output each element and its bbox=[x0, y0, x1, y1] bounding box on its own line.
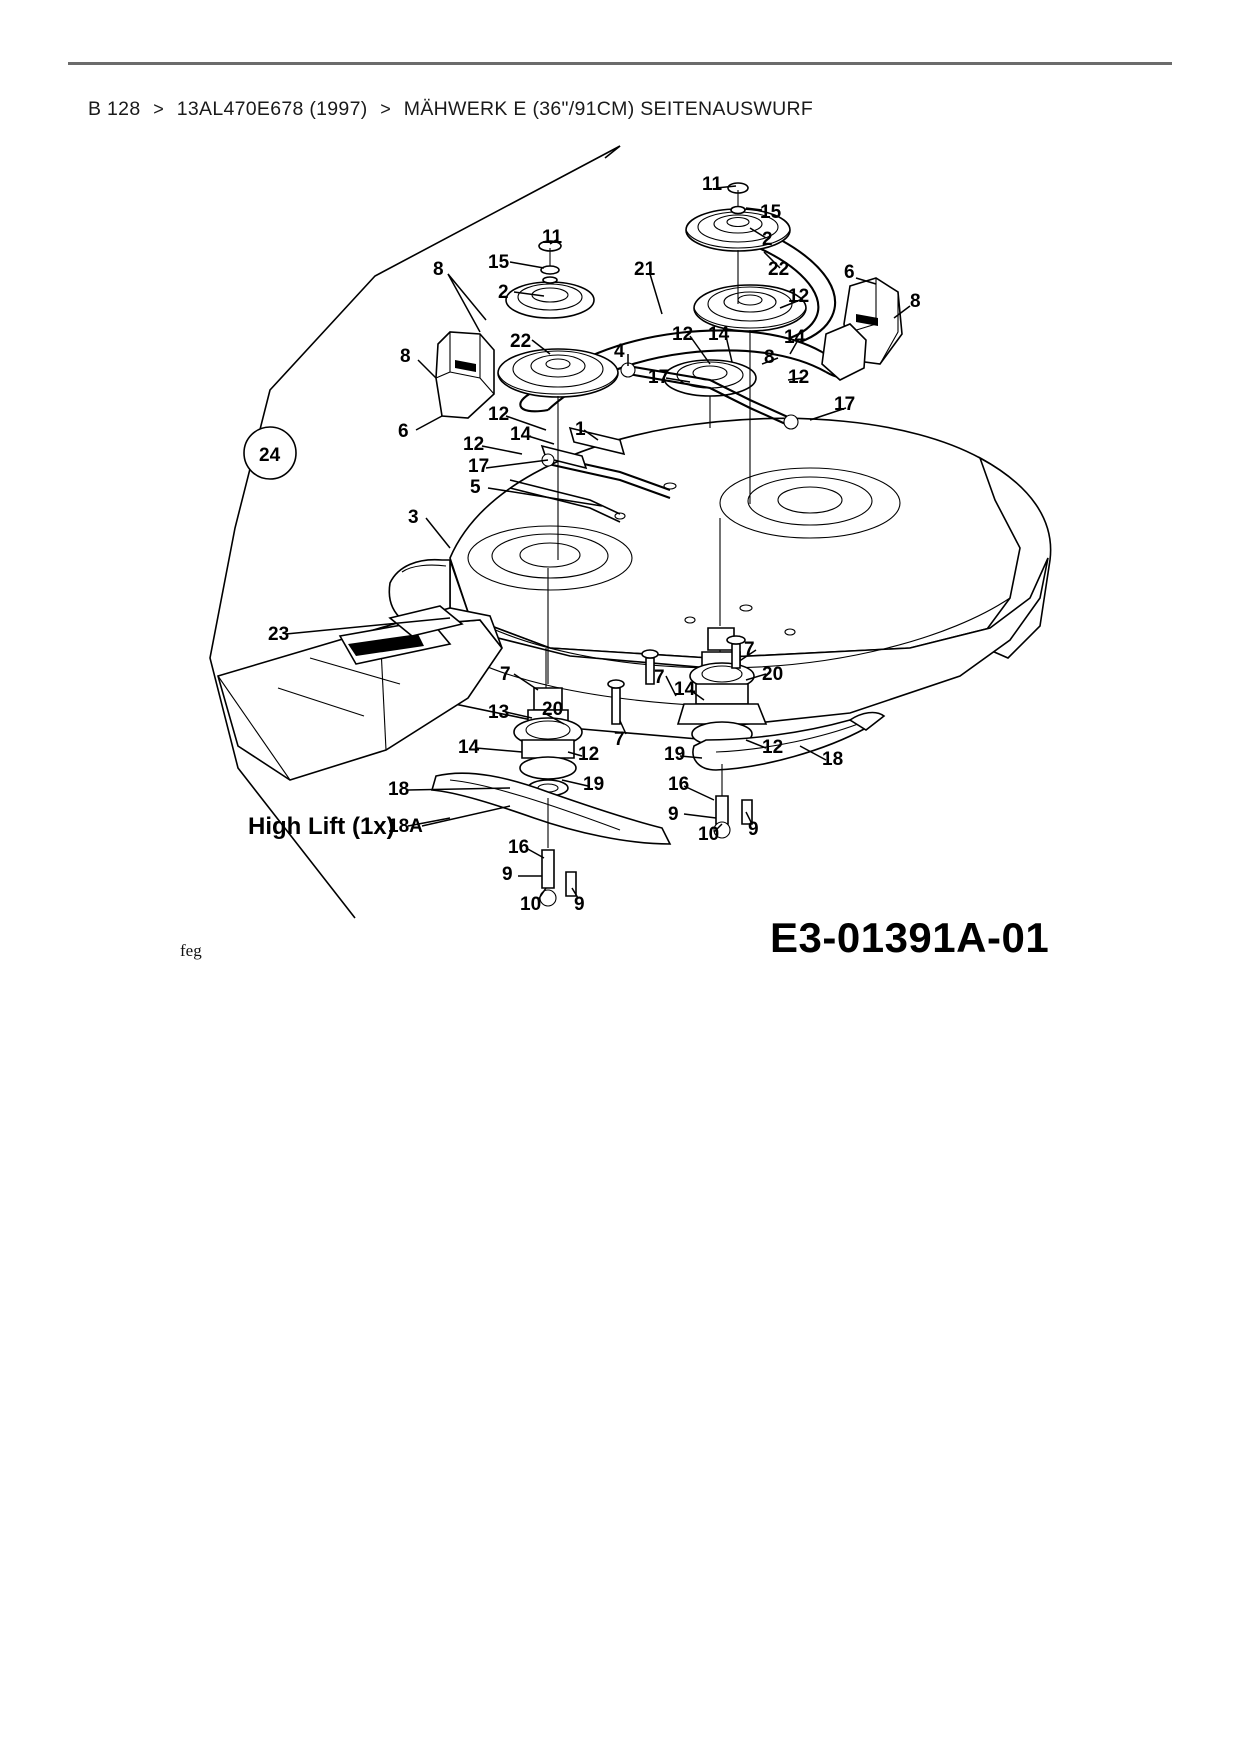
svg-text:12: 12 bbox=[578, 744, 600, 765]
svg-text:11: 11 bbox=[702, 174, 723, 195]
svg-text:19: 19 bbox=[583, 774, 605, 795]
svg-text:7: 7 bbox=[744, 639, 755, 660]
fastener-stack-rear bbox=[728, 183, 748, 214]
svg-text:17: 17 bbox=[834, 394, 856, 415]
svg-text:16: 16 bbox=[508, 837, 530, 858]
svg-text:8: 8 bbox=[433, 259, 444, 280]
svg-text:20: 20 bbox=[762, 664, 784, 685]
svg-text:12: 12 bbox=[762, 737, 784, 758]
svg-text:11: 11 bbox=[542, 227, 563, 248]
breadcrumb bbox=[88, 98, 813, 121]
svg-text:8: 8 bbox=[764, 347, 775, 368]
svg-text:12: 12 bbox=[463, 434, 485, 455]
svg-text:14: 14 bbox=[784, 327, 806, 348]
svg-text:7: 7 bbox=[500, 664, 511, 685]
svg-text:9: 9 bbox=[748, 819, 759, 840]
breadcrumb-model-number: 13AL470E678 (1997) bbox=[176, 98, 368, 120]
breadcrumb-model-group: B 128 bbox=[88, 98, 141, 120]
svg-text:21: 21 bbox=[634, 259, 656, 280]
svg-text:9: 9 bbox=[502, 864, 513, 885]
svg-text:18: 18 bbox=[388, 779, 410, 800]
svg-text:20: 20 bbox=[542, 699, 564, 720]
svg-text:14: 14 bbox=[510, 424, 532, 445]
svg-text:15: 15 bbox=[488, 252, 510, 273]
svg-text:8: 8 bbox=[400, 346, 411, 367]
svg-text:12: 12 bbox=[488, 404, 510, 425]
svg-text:14: 14 bbox=[674, 679, 696, 700]
svg-text:9: 9 bbox=[574, 894, 585, 915]
svg-text:12: 12 bbox=[788, 367, 810, 388]
svg-text:23: 23 bbox=[268, 624, 290, 645]
header-divider bbox=[68, 62, 1172, 65]
svg-text:16: 16 bbox=[668, 774, 690, 795]
svg-text:24: 24 bbox=[259, 445, 281, 466]
svg-text:8: 8 bbox=[910, 291, 921, 312]
svg-text:7: 7 bbox=[654, 667, 665, 688]
svg-text:17: 17 bbox=[468, 456, 490, 477]
breadcrumb-separator-2: > bbox=[380, 99, 392, 119]
exploded-parts-diagram bbox=[150, 128, 1190, 988]
pulley-assembly-right-idler bbox=[664, 360, 756, 396]
svg-text:2: 2 bbox=[762, 229, 773, 250]
svg-text:1: 1 bbox=[575, 419, 586, 440]
svg-text:5: 5 bbox=[470, 477, 481, 498]
svg-text:9: 9 bbox=[668, 804, 679, 825]
svg-text:6: 6 bbox=[398, 421, 409, 442]
svg-text:14: 14 bbox=[708, 324, 730, 345]
svg-text:19: 19 bbox=[664, 744, 686, 765]
svg-text:17: 17 bbox=[648, 367, 670, 388]
svg-text:3: 3 bbox=[408, 507, 419, 528]
svg-text:2: 2 bbox=[498, 282, 509, 303]
breadcrumb-section: MÄHWERK E (36"/91CM) SEITENAUSWURF bbox=[403, 98, 814, 120]
high-lift-note: High Lift (1x) bbox=[248, 813, 395, 840]
svg-text:15: 15 bbox=[760, 202, 782, 223]
svg-text:12: 12 bbox=[672, 324, 694, 345]
svg-text:6: 6 bbox=[844, 262, 855, 283]
drawing-signature: feg bbox=[180, 941, 202, 960]
bracket-left bbox=[436, 332, 494, 418]
svg-text:13: 13 bbox=[488, 702, 510, 723]
svg-text:7: 7 bbox=[614, 729, 625, 750]
svg-text:4: 4 bbox=[614, 341, 625, 362]
svg-text:18: 18 bbox=[822, 749, 844, 770]
svg-text:12: 12 bbox=[788, 286, 810, 307]
svg-text:10: 10 bbox=[520, 894, 542, 915]
part-code-label: E3-01391A-01 bbox=[770, 914, 1050, 961]
svg-text:22: 22 bbox=[510, 331, 532, 352]
svg-text:22: 22 bbox=[768, 259, 790, 280]
high-lift-ref: 18A bbox=[388, 816, 423, 837]
svg-text:10: 10 bbox=[698, 824, 720, 845]
breadcrumb-separator-1: > bbox=[153, 99, 164, 119]
svg-text:14: 14 bbox=[458, 737, 480, 758]
